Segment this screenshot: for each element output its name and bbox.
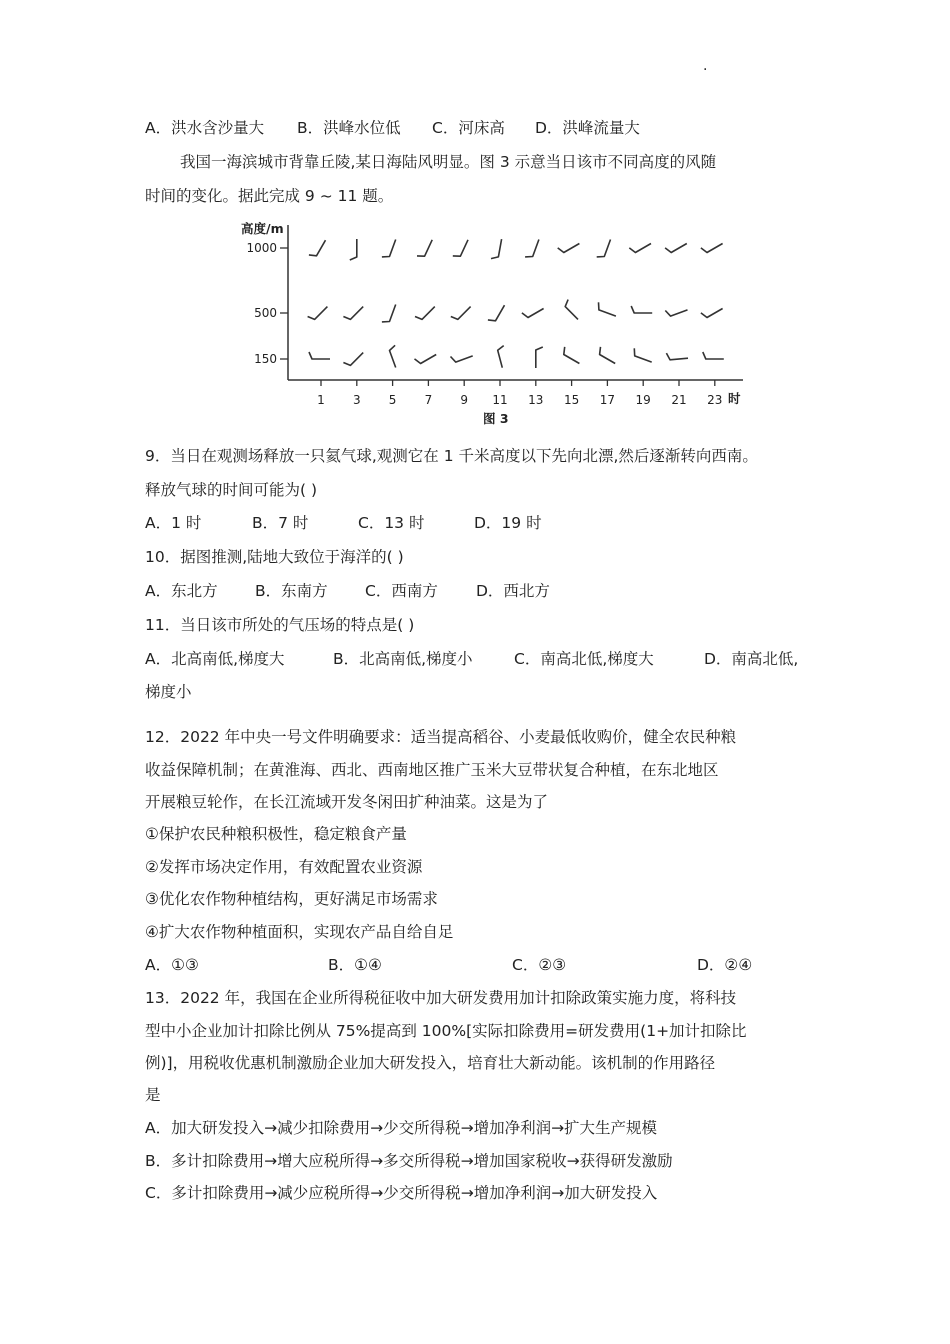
- y-tick-label: 500: [254, 306, 277, 320]
- intro-line-1: 我国一海滨城市背靠丘陵,某日海陆风明显。图 3 示意当日该市不同高度的风随: [180, 153, 717, 171]
- q12-option-c: C．②③: [512, 956, 567, 974]
- q10-option-d: D．西北方: [476, 582, 550, 600]
- intro-line-2: 时间的变化。据此完成 9 ~ 11 题。: [145, 187, 394, 205]
- wind-barb: [451, 356, 473, 362]
- q11-option-b: B．北高南低,梯度小: [333, 650, 473, 668]
- x-tick-label: 15: [563, 393, 580, 407]
- q11-options-continuation: 梯度小: [145, 683, 192, 701]
- q12-option-d: D．②④: [697, 956, 753, 974]
- q12-option-a: A．①③: [145, 956, 199, 974]
- x-tick-label: 17: [599, 393, 616, 407]
- x-tick-label: 23: [707, 393, 723, 407]
- q9-stem-line-1: 9．当日在观测场释放一只氦气球,观测它在 1 千米高度以下先向北漂,然后逐渐转向西南。: [145, 447, 758, 465]
- q11-stem: 11．当日该市所处的气压场的特点是( ): [145, 616, 415, 634]
- wind-barb: [382, 305, 396, 322]
- q8-option-a: A．洪水含沙量大: [145, 119, 265, 137]
- wind-barb-chart: [235, 215, 755, 430]
- x-tick-label: 11: [492, 393, 508, 407]
- wind-barb: [382, 240, 396, 257]
- wind-barb: [634, 348, 651, 362]
- wind-barb: [597, 240, 611, 257]
- wind-barb: [453, 240, 468, 256]
- wind-barb: [701, 244, 723, 253]
- wind-barb: [350, 239, 357, 260]
- x-axis-unit: 时: [728, 391, 741, 406]
- q12-stem-line-1: 12．2022 年中央一号文件明确要求：适当提高稻谷、小麦最低收购价，健全农民种粮: [145, 728, 737, 746]
- wind-barb: [343, 353, 363, 366]
- q9-option-d: D．19 时: [474, 514, 542, 532]
- wind-barb: [631, 306, 652, 313]
- q12-options: [145, 955, 752, 975]
- wind-barb: [701, 309, 723, 318]
- wind-barb: [703, 352, 724, 359]
- x-tick-label: 3: [352, 393, 361, 407]
- q13-stem-line-1: 13．2022 年，我国在企业所得税征收中加大研发费用加计扣除政策实施力度，将科技: [145, 989, 737, 1007]
- wind-barb: [558, 244, 580, 253]
- q12-item-2: ②发挥市场决定作用，有效配置农业资源: [145, 858, 423, 876]
- q13-option-c: C．多计扣除费用→减少应税所得→少交所得税→增加净利润→加大研发投入: [145, 1184, 658, 1202]
- q13-stem-line-2: 型中小企业加计扣除比例从 75%提高到 100%[实际扣除费用=研发费用(1+加计扣除比: [145, 1022, 747, 1040]
- wind-barb: [498, 346, 504, 368]
- wind-barb: [309, 240, 326, 256]
- y-axis-label: 高度/m: [241, 221, 284, 236]
- q9-stem-line-2: 释放气球的时间可能为( ): [145, 481, 318, 499]
- y-tick-label: 150: [254, 352, 277, 366]
- q12-stem-line-3: 开展粮豆轮作，在长江流域开发冬闲田扩种油菜。这是为了: [145, 793, 549, 811]
- wind-barb: [309, 352, 330, 359]
- q10-stem: 10．据图推测,陆地大致位于海洋的( ): [145, 548, 404, 566]
- wind-barb: [525, 240, 539, 257]
- wind-barb: [600, 347, 616, 364]
- wind-barb: [565, 300, 578, 320]
- q12-item-3: ③优化农作物种植结构，更好满足市场需求: [145, 890, 438, 908]
- q11-option-c: C．南高北低,梯度大: [514, 650, 654, 668]
- q12-item-4: ④扩大农作物种植面积，实现农产品自给自足: [145, 923, 454, 941]
- wind-barb: [599, 302, 616, 316]
- x-tick-label: 19: [635, 393, 651, 407]
- x-tick-label: 21: [671, 393, 687, 407]
- q12-option-b: B．①④: [328, 956, 382, 974]
- q13-stem-line-4: 是: [145, 1086, 161, 1104]
- wind-barb: [629, 244, 651, 253]
- wind-barb: [415, 355, 437, 364]
- wind-barb: [665, 244, 687, 253]
- q11-options: [145, 649, 798, 669]
- wind-barb: [665, 310, 687, 316]
- header-dot: ·: [703, 62, 708, 78]
- q10-option-b: B．东南方: [255, 582, 328, 600]
- wind-barb: [343, 307, 363, 320]
- q11-option-a: A．北高南低,梯度大: [145, 650, 285, 668]
- q8-option-d: D．洪峰流量大: [535, 119, 640, 137]
- q12-item-1: ①保护农民种粮积极性，稳定粮食产量: [145, 825, 407, 843]
- wind-barb: [308, 307, 328, 320]
- figure-caption: 图 3: [483, 411, 509, 426]
- wind-barb: [491, 239, 502, 259]
- wind-barb: [666, 353, 688, 360]
- q13-option-b: B．多计扣除费用→增大应税所得→多交所得税→增加国家税收→获得研发激励: [145, 1152, 673, 1170]
- x-tick-label: 7: [424, 393, 433, 407]
- x-tick-label: 13: [528, 393, 544, 407]
- q12-stem-line-2: 收益保障机制；在黄淮海、西北、西南地区推广玉米大豆带状复合种植，在东北地区: [145, 761, 719, 779]
- q11-option-d: D．南高北低,: [704, 650, 799, 668]
- x-tick-label: 1: [317, 393, 325, 407]
- wind-barb: [415, 307, 435, 320]
- wind-barb: [390, 345, 396, 367]
- q9-option-c: C．13 时: [358, 514, 425, 532]
- q9-options: [145, 513, 542, 533]
- wind-barb: [417, 240, 432, 256]
- wind-barb: [522, 309, 544, 318]
- q9-option-b: B．7 时: [252, 514, 309, 532]
- q13-stem-line-3: 例)]，用税收优惠机制激励企业加大研发投入，培育壮大新动能。该机制的作用路径: [145, 1054, 716, 1072]
- x-tick-label: 9: [460, 393, 469, 407]
- wind-barb: [536, 347, 543, 368]
- q8-option-c: C．河床高: [432, 119, 505, 137]
- y-tick-label: 1000: [246, 241, 277, 255]
- wind-barb: [451, 307, 471, 320]
- q9-option-a: A．1 时: [145, 514, 202, 532]
- x-tick-label: 5: [388, 393, 397, 407]
- q13-option-a: A．加大研发投入→减少扣除费用→少交所得税→增加净利润→扩大生产规模: [145, 1119, 658, 1137]
- q8-options: [145, 118, 640, 138]
- q10-option-c: C．西南方: [365, 582, 438, 600]
- q8-option-b: B．洪峰水位低: [297, 119, 401, 137]
- q10-option-a: A．东北方: [145, 582, 218, 600]
- q10-options: [145, 581, 550, 601]
- wind-barb: [488, 305, 505, 321]
- wind-barb: [564, 347, 580, 364]
